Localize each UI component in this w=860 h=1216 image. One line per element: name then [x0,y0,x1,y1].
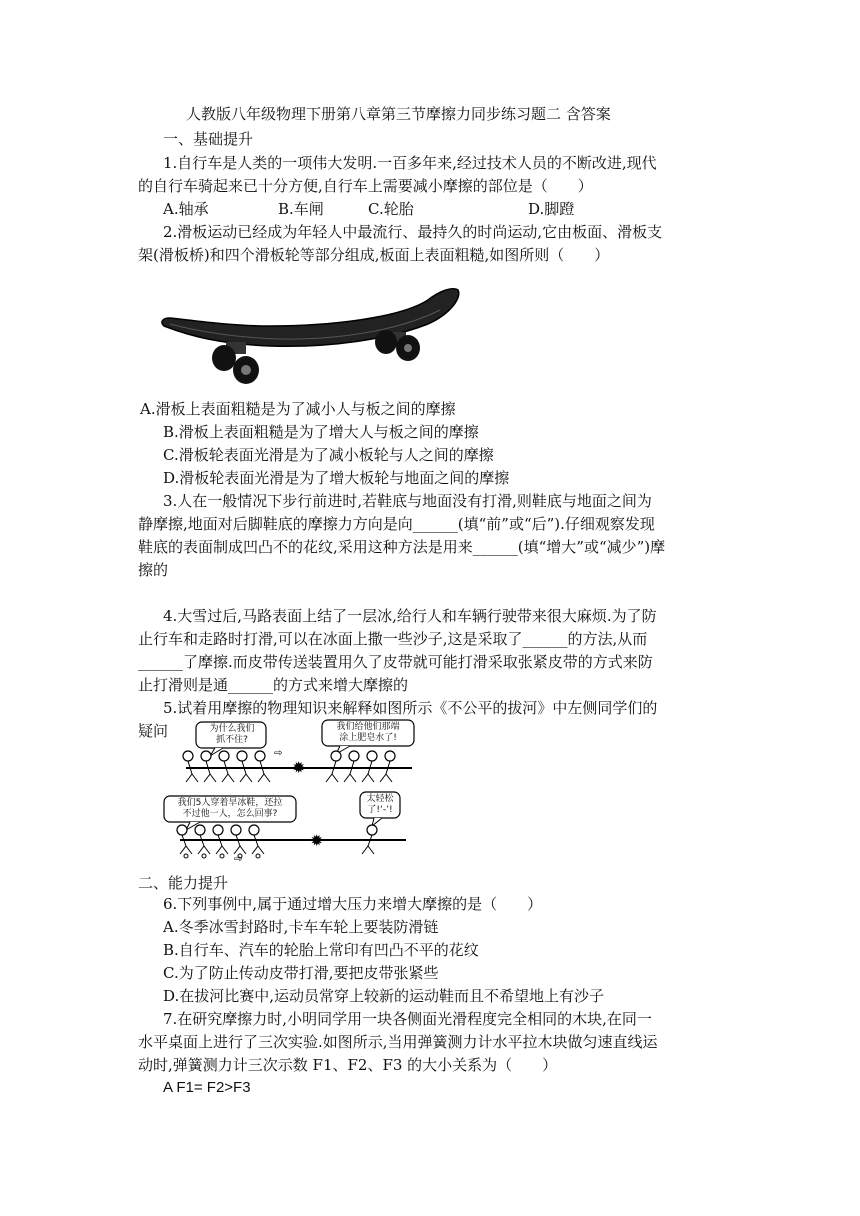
q2-line-1: 2.滑板运动已经成为年轻人中最流行、最持久的时尚运动,它由板面、滑板支 [163,223,663,241]
page-title: 人教版八年级物理下册第八章第三节摩擦力同步练习题二 含答案 [186,105,611,123]
bubble-roller-skates: 我们5人穿着旱冰鞋，还拉 不过他一人，怎么回事? [177,798,283,819]
q3-line-2: 静摩擦,地面对后脚鞋底的摩擦力方向是向______(填“前”或“后”).仔细观察发现 [138,515,655,533]
q3-line-4: 擦的 [138,561,169,579]
q2-line-2: 架(滑板桥)和四个滑板轮等部分组成,板面上表面粗糙,如图所则（ ） [138,246,610,264]
bubble-too-easy: 太轻松 了!‘-’! [366,794,394,815]
q1-option-a: A.轴承 [163,200,209,218]
q7-line-3: 动时,弹簧测力计三次示数 F1、F2、F3 的大小关系为（ ） [138,1056,558,1074]
q3-line-3: 鞋底的表面制成凹凸不的花纹,采用这种方法是用来______(填“增大”或“减少”)摩 [138,538,666,556]
q2-option-b: B.滑板上表面粗糙是为了增大人与板之间的摩擦 [163,423,479,441]
q6-option-b: B.自行车、汽车的轮胎上常印有凹凸不平的花纹 [163,941,479,959]
svg-text:✹: ✹ [310,831,324,850]
q1-options [163,199,574,219]
q5-line-2: 疑问 [138,722,169,740]
q6-option-c: C.为了防止传动皮带打滑,要把皮带张紧些 [163,964,439,982]
svg-text:⇨: ⇨ [234,854,243,864]
q4-line-3: ______了摩擦.而皮带传送装置用久了皮带就可能打滑采取张紧皮带的方式来防 [138,653,653,671]
skateboard-figure [160,284,465,389]
bubble-why-cant-hold: 为什么我们 抓不住? [209,724,255,745]
section-heading-basic: 一、基础提升 [163,130,254,148]
q1-line-1: 1.自行车是人类的一项伟大发明.一百多年来,经过技术人员的不断改进,现代 [163,154,657,172]
q3-line-1: 3.人在一般情况下步行前进时,若鞋底与地面没有打滑,则鞋底与地面之间为 [163,492,652,510]
tug-of-war-figure [160,716,420,864]
svg-text:⇨: ⇨ [274,748,283,759]
q7-option-a: A F1= F2>F3 [163,1079,251,1096]
q2-option-a: A.滑板上表面粗糙是为了减小人与板之间的摩擦 [140,400,456,418]
q1-option-b: B.车闸 [278,200,324,218]
q7-line-2: 水平桌面上进行了三次实验.如图所示,当用弹簧测力计水平拉木块做匀速直线运 [138,1033,658,1051]
q1-option-c: C.轮胎 [368,200,414,218]
q7-line-1: 7.在研究摩擦力时,小明同学用一块各侧面光滑程度完全相同的木块,在同一 [163,1010,652,1028]
svg-text:✹: ✹ [292,758,306,777]
q2-option-d: D.滑板轮表面光滑是为了增大板轮与地面之间的摩擦 [163,469,510,487]
q5-line-1: 5.试着用摩擦的物理知识来解释如图所示《不公平的拔河》中左侧同学们的 [163,699,658,717]
q4-line-2: 止行车和走路时打滑,可以在冰面上撒一些沙子,这是采取了______的方法,从而 [138,630,648,648]
q2-option-c: C.滑板轮表面光滑是为了减小板轮与人之间的摩擦 [163,446,494,464]
q4-line-4: 止打滑则是通______的方式来增大摩擦的 [138,676,409,694]
q6-option-a: A.冬季冰雪封路时,卡车车轮上要装防滑链 [163,918,439,936]
q4-line-1: 4.大雪过后,马路表面上结了一层冰,给行人和车辆行驶带来很大麻烦.为了防 [163,607,657,625]
section-heading-advanced: 二、能力提升 [138,874,229,892]
q1-option-d: D.脚蹬 [528,200,575,218]
q6-line-1: 6.下列事例中,属于通过增大压力来增大摩擦的是（ ） [163,895,543,913]
q6-option-d: D.在拔河比赛中,运动员常穿上较新的运动鞋而且不希望地上有沙子 [163,987,605,1005]
bubble-soap-water: 我们给他们那端 涂上肥皂水了! [336,722,400,743]
q1-line-2: 的自行车骑起来已十分方便,自行车上需要减小摩擦的部位是（ ） [138,177,593,195]
